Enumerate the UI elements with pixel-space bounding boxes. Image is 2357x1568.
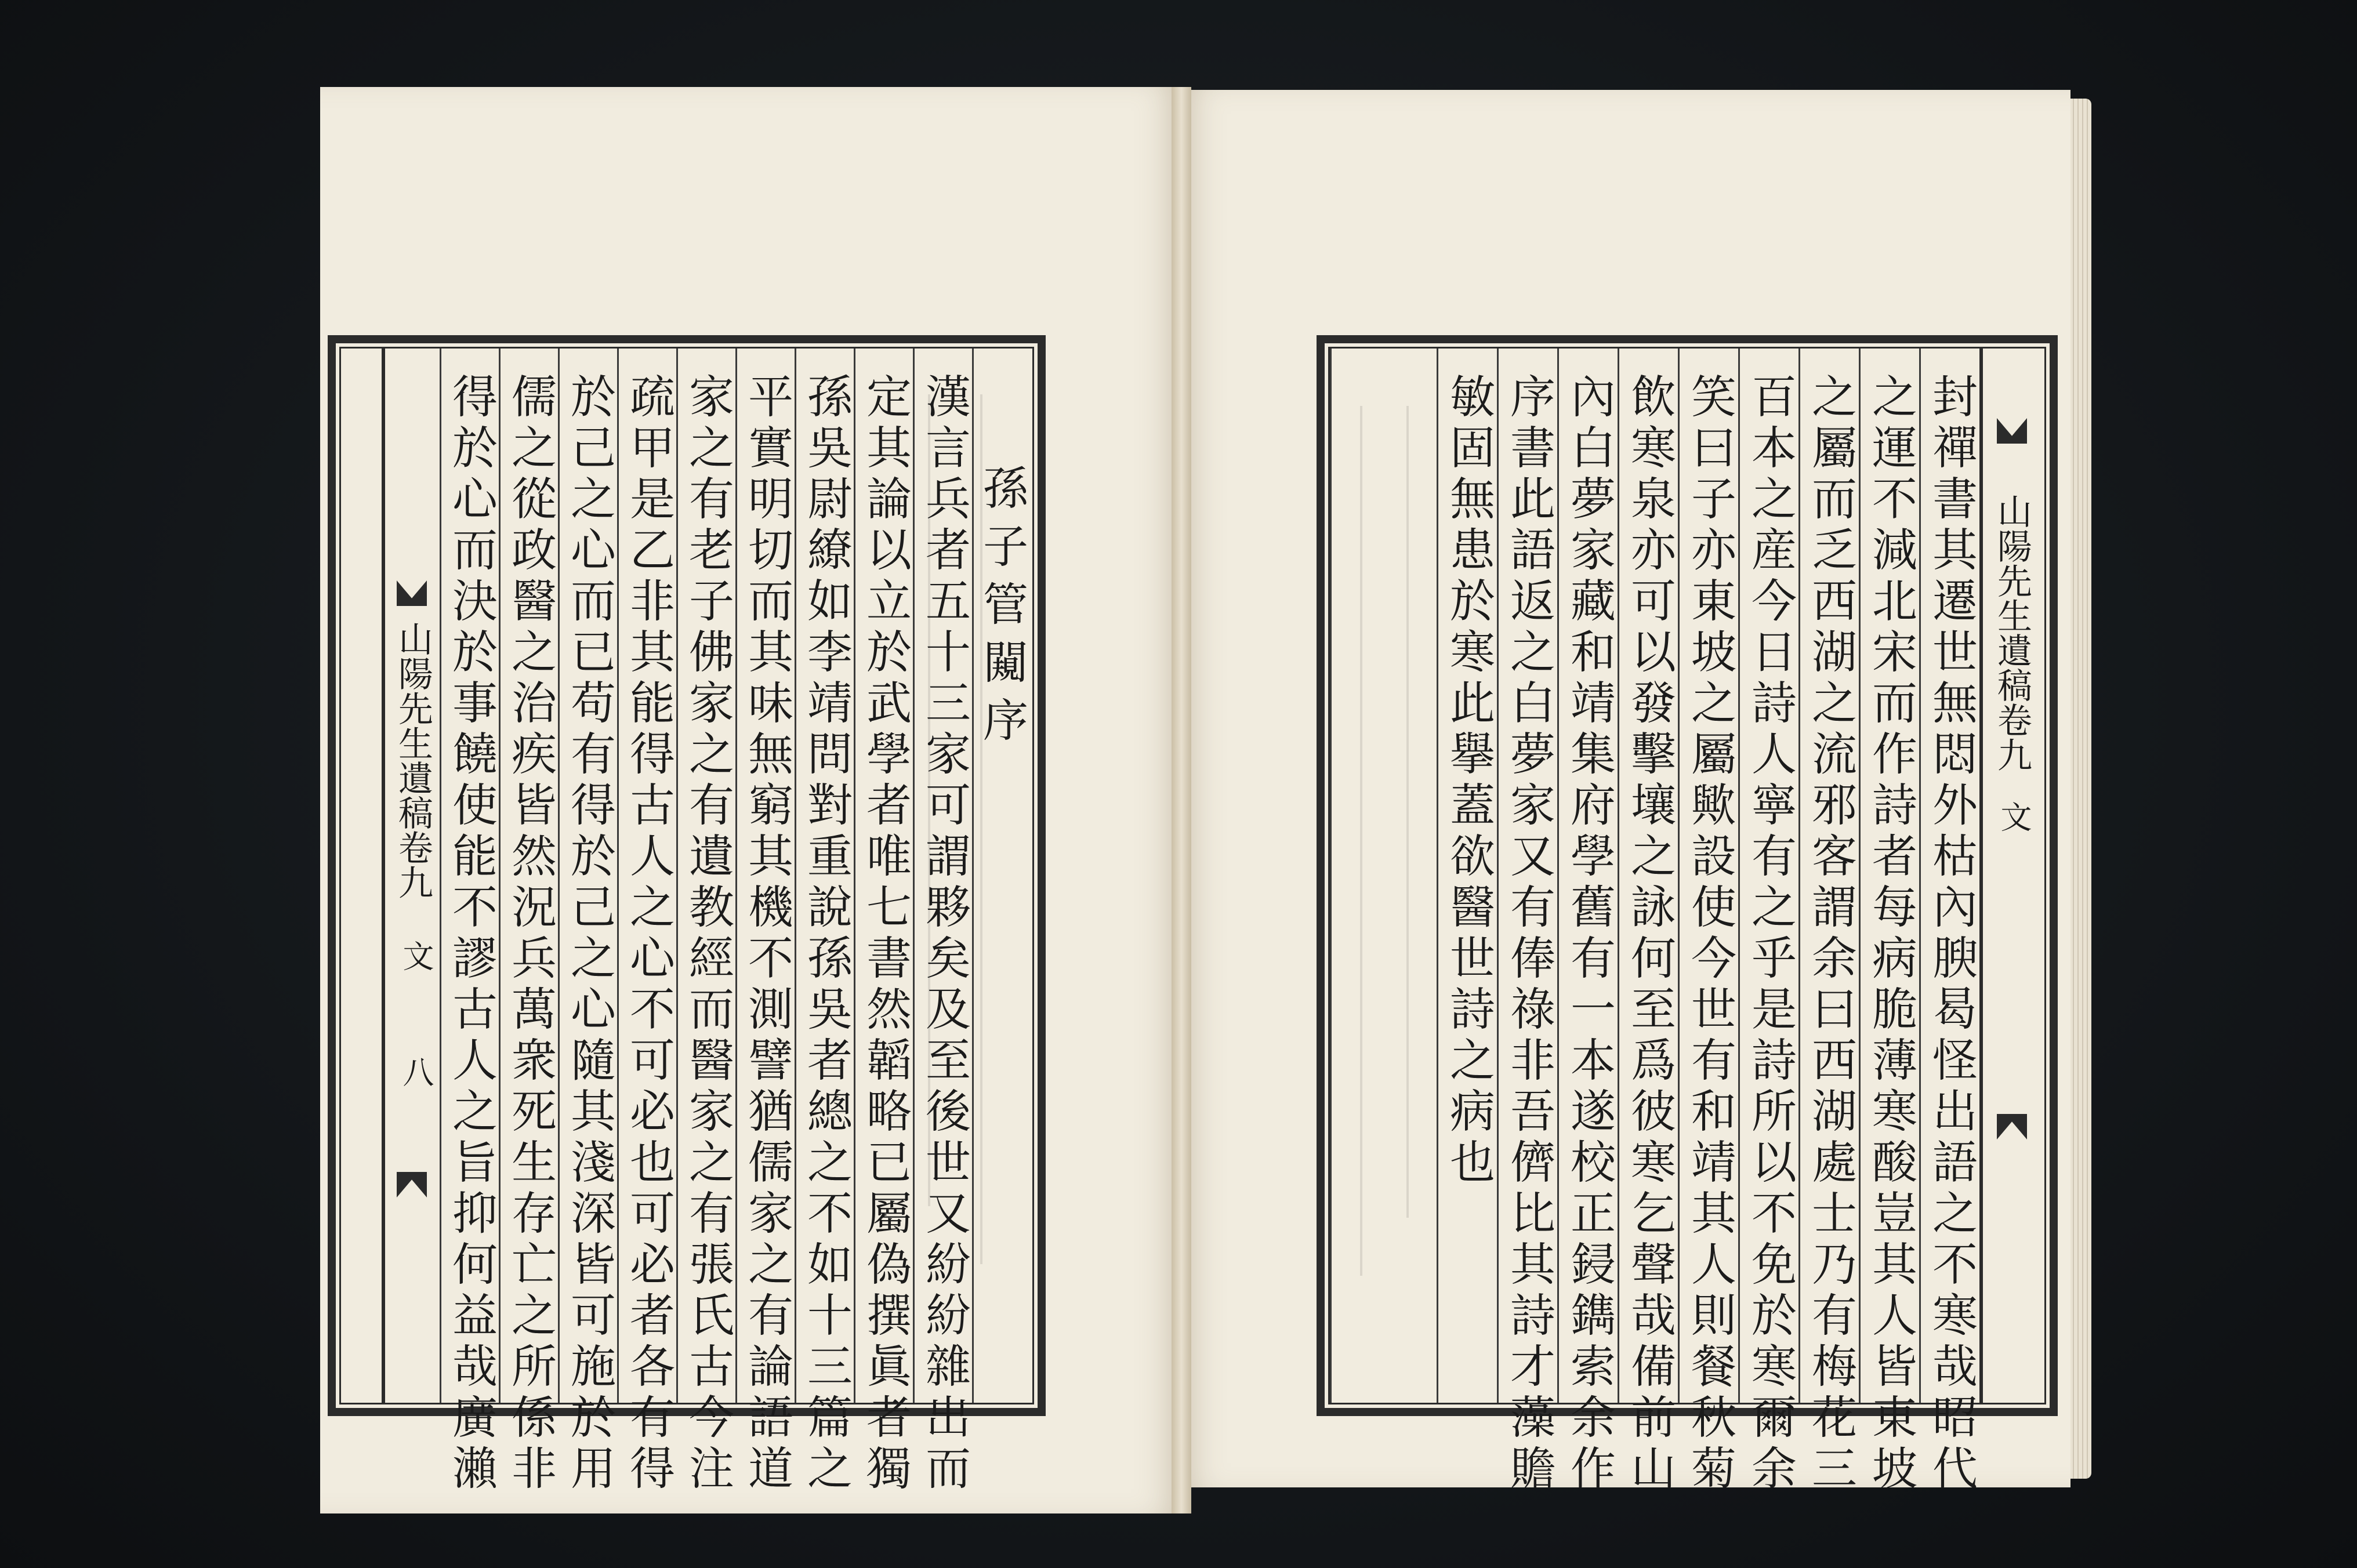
left-column-4: 平實明切而其味無窮其機不測譬猶儒家之有論語道: [735, 349, 796, 1403]
right-margin-column: [1979, 349, 2043, 1403]
left-column-5: 家之有老子佛家之有遺教經而醫家之有張氏古今注: [676, 349, 737, 1403]
right-column-6: 飲寒泉亦可以發擊壤之詠何至爲彼寒乞聲哉備前山: [1618, 349, 1680, 1403]
left-column-2: 定其論以立於武學者唯七書然韜略已屬偽撰眞者獨: [854, 349, 915, 1403]
left-column-title: [972, 349, 1029, 1403]
right-column-7: 內白夢家藏和靖集府學舊有一本遂校正鋟鐫索余作: [1557, 349, 1619, 1403]
right-column-9: 敏固無患於寒此擧蓋欲醫世詩之病也: [1437, 349, 1499, 1403]
right-column-4: 百本之産今日詩人寧有之乎是詩所以不免於寒爾余: [1738, 349, 1800, 1403]
right-margin-section-text: 文: [1996, 801, 2032, 832]
left-column-7: 於己之心而已苟有得於己之心隨其淺深皆可施於用: [558, 349, 619, 1403]
right-margin-title-text: 山陽先生遺稿卷九: [1992, 493, 2032, 772]
right-column-2: 之運不減北宋而作詩者每病脆薄寒酸豈其人皆東坡: [1859, 349, 1921, 1403]
right-text-block: [1317, 335, 2058, 1496]
left-margin-title-text: 山陽先生遺稿卷九: [393, 621, 433, 899]
left-margin-column: [382, 349, 443, 1403]
left-margin-section-text: 文: [398, 940, 434, 971]
left-column-1: 漢言兵者五十三家可謂夥矣及至後世又紛紛雜出而: [913, 349, 974, 1403]
right-column-3: 之屬而乏西湖之流邪客謂余曰西湖處士乃有梅花三: [1798, 349, 1861, 1403]
book-gutter: [1172, 87, 1191, 1513]
right-blank-area: [1330, 349, 1438, 1403]
left-column-6: 疏甲是乙非其能得古人之心不可必也可必者各有得: [617, 349, 678, 1403]
left-column-9: 得於心而決於事饒使能不謬古人之旨抑何益哉廣瀨: [440, 349, 501, 1403]
left-column-3: 孫吳尉繚如李靖問對重說孫吳者總之不如十三篇之: [795, 349, 855, 1403]
right-column-5: 笑曰子亦東坡之屬歟設使今世有和靖其人則餐秋菊: [1678, 349, 1740, 1403]
preface-title: 孫子管闚序: [976, 464, 1028, 754]
right-column-1: 封禪書其遷世無悶外枯內腴曷怪出語之不寒哉昭代: [1919, 349, 1981, 1403]
left-column-8: 儒之從政醫之治疾皆然況兵萬衆死生存亡之所係非: [499, 349, 560, 1403]
left-text-block: [328, 335, 1046, 1496]
right-column-8: 序書此語返之白夢家又有俸祿非吾儕比其詩才藻贍: [1497, 349, 1559, 1403]
left-margin-page-text: 八: [398, 1056, 434, 1087]
